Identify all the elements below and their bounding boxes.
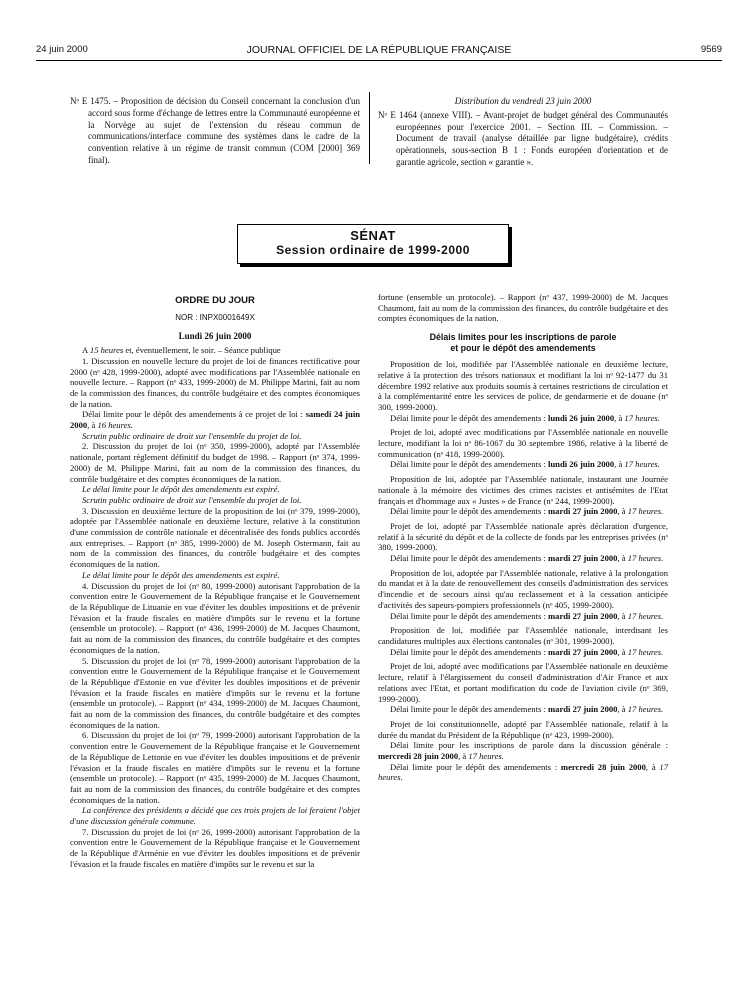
- ordre-du-jour-heading: ORDRE DU JOUR: [175, 295, 255, 306]
- seance-line: A 15 heures et, éventuellement, le soir. – Séance publique: [82, 345, 281, 356]
- left-column: [70, 296, 360, 870]
- distribution-date: Distribution du vendredi 23 juin 2000: [454, 96, 592, 106]
- page-header: [36, 44, 722, 58]
- agenda-item-1-delai: Délai limite pour le dépôt des amendements à ce projet de loi : samedi 24 juin 2000, à 16 heures.: [70, 409, 360, 431]
- agenda-item-1: 1. Discussion en nouvelle lecture du projet de loi de finances rectificative pour 2000 (nᵒ 428, 1999-2000), adopté avec modifications par l'Assemblée nationale en nouvelle lecture. – Rapport (nᵒ 433, 1999-2000) de M. Philippe Marini, fait au nom de la commission des finances, du contrôle budgétaire et des comptes économiques de la nation.: [70, 355, 360, 409]
- agenda-item-7: 7. Discussion du projet de loi (nᵒ 26, 1999-2000) autorisant l'approbation de la convention entre le Gouvernement de la République française et le Gouvernement de la République d'Arménie en vue d'éviter les doubles impositions et de prévenir l'évasion et la fraude fiscales en matière d'impôts sur le revenu et sur la: [70, 826, 360, 869]
- delais-entry-8: Projet de loi constitutionnelle, adopté par l'Assemblée nationale, relatif à la durée du mandat du Président de la République (nᵒ 423, 1999-2000). Délai limite pour les inscriptions de parole dans la discussion générale : mercredi 28 juin 2000, à 17 heures. Délai limite pour le dépôt des amendements : mercredi 28 juin 2000, à 17 heures.: [378, 718, 668, 783]
- column-divider: [369, 92, 370, 164]
- senat-banner: [237, 224, 509, 264]
- nor-reference: NOR : INPX0001649X: [175, 312, 255, 322]
- entry-e1475: Nᵒ E 1475. – Proposition de décision du Conseil concernant la conclusion d'un accord sous forme d'échange de lettres entre la Communauté européenne et la Norvège au sujet de l'extension du réseau commun de communications/interface commune des systèmes dans le cadre de la convention relative à un régime de transit commun (COM [2000] 369 final).: [70, 96, 360, 165]
- agenda-item-6: 6. Discussion du projet de loi (nᵒ 79, 1999-2000) autorisant l'approbation de la convention entre le Gouvernement de la République française et le Gouvernement de la République de Lettonie en vue d'éviter les doubles impositions et de prévenir l'évasion et la fraude fiscales en matière d'impôts sur le revenu et la fortune (ensemble un protocole). – Rapport (nᵒ 435, 1999-2000) de M. Jacques Chaumont, fait au nom de la commission des finances, du contrôle budgétaire et des comptes économiques de la nation.: [70, 730, 360, 805]
- agenda-item-2-scrutin: Scrutin public ordinaire de droit sur l'ensemble du projet de loi.: [82, 494, 302, 505]
- delais-entry-1: Proposition de loi, modifiée par l'Assemblée nationale en deuxième lecture, relative à la protection des trésors nationaux et modifiant la loi nᵒ 92-1477 du 31 décembre 1992 relative aux produits soumis à certaines restrictions de circulation et à la complémentarité entre les services de police, de gendarmerie et de douane (nᵒ 300, 1999-2000). Délai limite pour le dépôt des amendements : lundi 26 juin 2000, à 17 heures.: [378, 359, 668, 423]
- agenda-item-5: 5. Discussion du projet de loi (nᵒ 78, 1999-2000) autorisant l'approbation de la convention entre le Gouvernement de la République française et le Gouvernement de la République d'Estonie en vue d'éviter les doubles impositions et de prévenir l'évasion et la fraude fiscales en matière d'impôts sur le revenu et la fortune (ensemble un protocole). – Rapport (nᵒ 434, 1999-2000) de M. Jacques Chaumont, fait au nom de la commission des finances, du contrôle budgétaire et des comptes économiques de la nation.: [70, 655, 360, 730]
- agenda-item-3: 3. Discussion en deuxième lecture de la proposition de loi (nᵒ 379, 1999-2000), adoptée par l'Assemblée nationale en deuxième lecture, relative à la constitution d'une commission de contrôle nationale et décentralisée des fonds publics accordés aux entreprises. – Rapport (nᵒ 385, 1999-2000) de M. Joseph Ostermann, fait au nom de la commission des finances, du contrôle budgétaire et des comptes économiques de la nation.: [70, 505, 360, 570]
- right-column: [378, 292, 668, 783]
- header-rule: [36, 60, 722, 61]
- conference-note: La conférence des présidents a décidé que ces trois projets de loi feraient l'objet d'une discussion générale commune.: [70, 805, 360, 827]
- agenda-item-1-scrutin: Scrutin public ordinaire de droit sur l'ensemble du projet de loi.: [82, 430, 302, 441]
- top-right-entry: [378, 96, 668, 169]
- delais-entry-2: Projet de loi, adopté avec modifications par l'Assemblée nationale en nouvelle lecture, modifiant la loi nᵒ 86-1067 du 30 septembre 1986, relative à la liberté de communication (nᵒ 418, 1999-2000). Délai limite pour le dépôt des amendements : lundi 26 juin 2000, à 17 heures.: [378, 427, 668, 470]
- delais-heading: Délais limites pour les inscriptions de parole et pour le dépôt des amendements: [429, 332, 617, 353]
- agenda-item-2-delai: Le délai limite pour le dépôt des amendements est expiré.: [82, 484, 280, 495]
- top-left-entry: [70, 96, 360, 167]
- delais-entry-6: Proposition de loi, modifiée par l'Assemblée nationale, interdisant les candidatures multiples aux élections cantonales (nᵒ 301, 1999-2000). Délai limite pour le dépôt des amendements : mardi 27 juin 2000, à 17 heures.: [378, 625, 668, 657]
- header-journal-title: JOURNAL OFFICIEL DE LA RÉPUBLIQUE FRANÇAISE: [246, 44, 512, 56]
- banner-title: SÉNAT: [350, 228, 396, 243]
- entry-e1464: Nᵒ E 1464 (annexe VIII). – Avant-projet de budget général des Communautés européennes pour l'exercice 2001. – Section III. – Commission. – Document de travail (analyse détaillée par ligne budgétaire), crédits opérationnels, sous-section B 1 : Fonds européen d'orientation et de garantie agricole, section « garantie ».: [378, 109, 668, 167]
- header-date: 24 juin 2000: [36, 44, 88, 55]
- delais-entry-4: Projet de loi, adopté par l'Assemblée nationale après déclaration d'urgence, relatif à la sécurité du dépôt et de la collecte de fonds par les entreprises privées (nᵒ 380, 1999-2000). Délai limite pour le dépôt des amendements : mardi 27 juin 2000, à 17 heures.: [378, 520, 668, 564]
- agenda-item-3-delai: Le délai limite pour le dépôt des amendements est expiré.: [82, 569, 280, 580]
- header-page-number: 9569: [700, 44, 722, 55]
- delais-entry-5: Proposition de loi, adoptée par l'Assemblée nationale, relative à la prolongation du mandat et à la date de renouvellement des conseils d'administration des services d'incendie et de secours ainsi qu'au reclassement et à la cessation anticipée d'activités des sapeurs-pompiers professionnels (nᵒ 405, 1999-2000). Délai limite pour le dépôt des amendements : mardi 27 juin 2000, à 17 heures.: [378, 567, 668, 621]
- banner-subtitle: Session ordinaire de 1999-2000: [276, 243, 470, 257]
- agenda-item-4: 4. Discussion du projet de loi (nᵒ 80, 1999-2000) autorisant l'approbation de la convention entre le Gouvernement de la République française et le Gouvernement de la République de Lituanie en vue d'éviter les doubles impositions et de prévenir l'évasion et la fraude fiscales en matière d'impôts sur le revenu et la fortune (ensemble un protocole). – Rapport (nᵒ 436, 1999-2000) de M. Jacques Chaumont, fait au nom de la commission des finances, du contrôle budgétaire et des comptes économiques de la nation.: [70, 580, 360, 655]
- delais-entry-7: Projet de loi, adopté avec modifications par l'Assemblée nationale en deuxième lecture, relatif à l'élargissement du conseil d'administration d'Air France et aux relations avec l'Etat, et portant modification du code de l'aviation civile (nᵒ 369, 1999-2000). Délai limite pour le dépôt des amendements : mardi 27 juin 2000, à 17 heures.: [378, 661, 668, 715]
- agenda-item-7-continued: fortune (ensemble un protocole). – Rapport (nᵒ 437, 1999-2000) de M. Jacques Chaumont, fait au nom de la commission des finances, du contrôle budgétaire et des comptes économiques de la nation.: [378, 292, 668, 324]
- delais-entry-3: Proposition de loi, adoptée par l'Assemblée nationale, instaurant une Journée nationale à la mémoire des victimes des crimes racistes et antisémites de l'Etat français et d'hommage aux « Justes » de France (nᵒ 244, 1999-2000). Délai limite pour le dépôt des amendements : mardi 27 juin 2000, à 17 heures.: [378, 474, 668, 517]
- session-day: Lundi 26 juin 2000: [178, 331, 252, 342]
- agenda-item-2: 2. Discussion du projet de loi (nᵒ 350, 1999-2000), adopté par l'Assemblée nationale, portant règlement définitif du budget de 1998. – Rapport (nᵒ 374, 1999-2000) de M. Philippe Marini, fait au nom de la commission des finances, du contrôle budgétaire et des comptes économiques de la nation.: [70, 441, 360, 484]
